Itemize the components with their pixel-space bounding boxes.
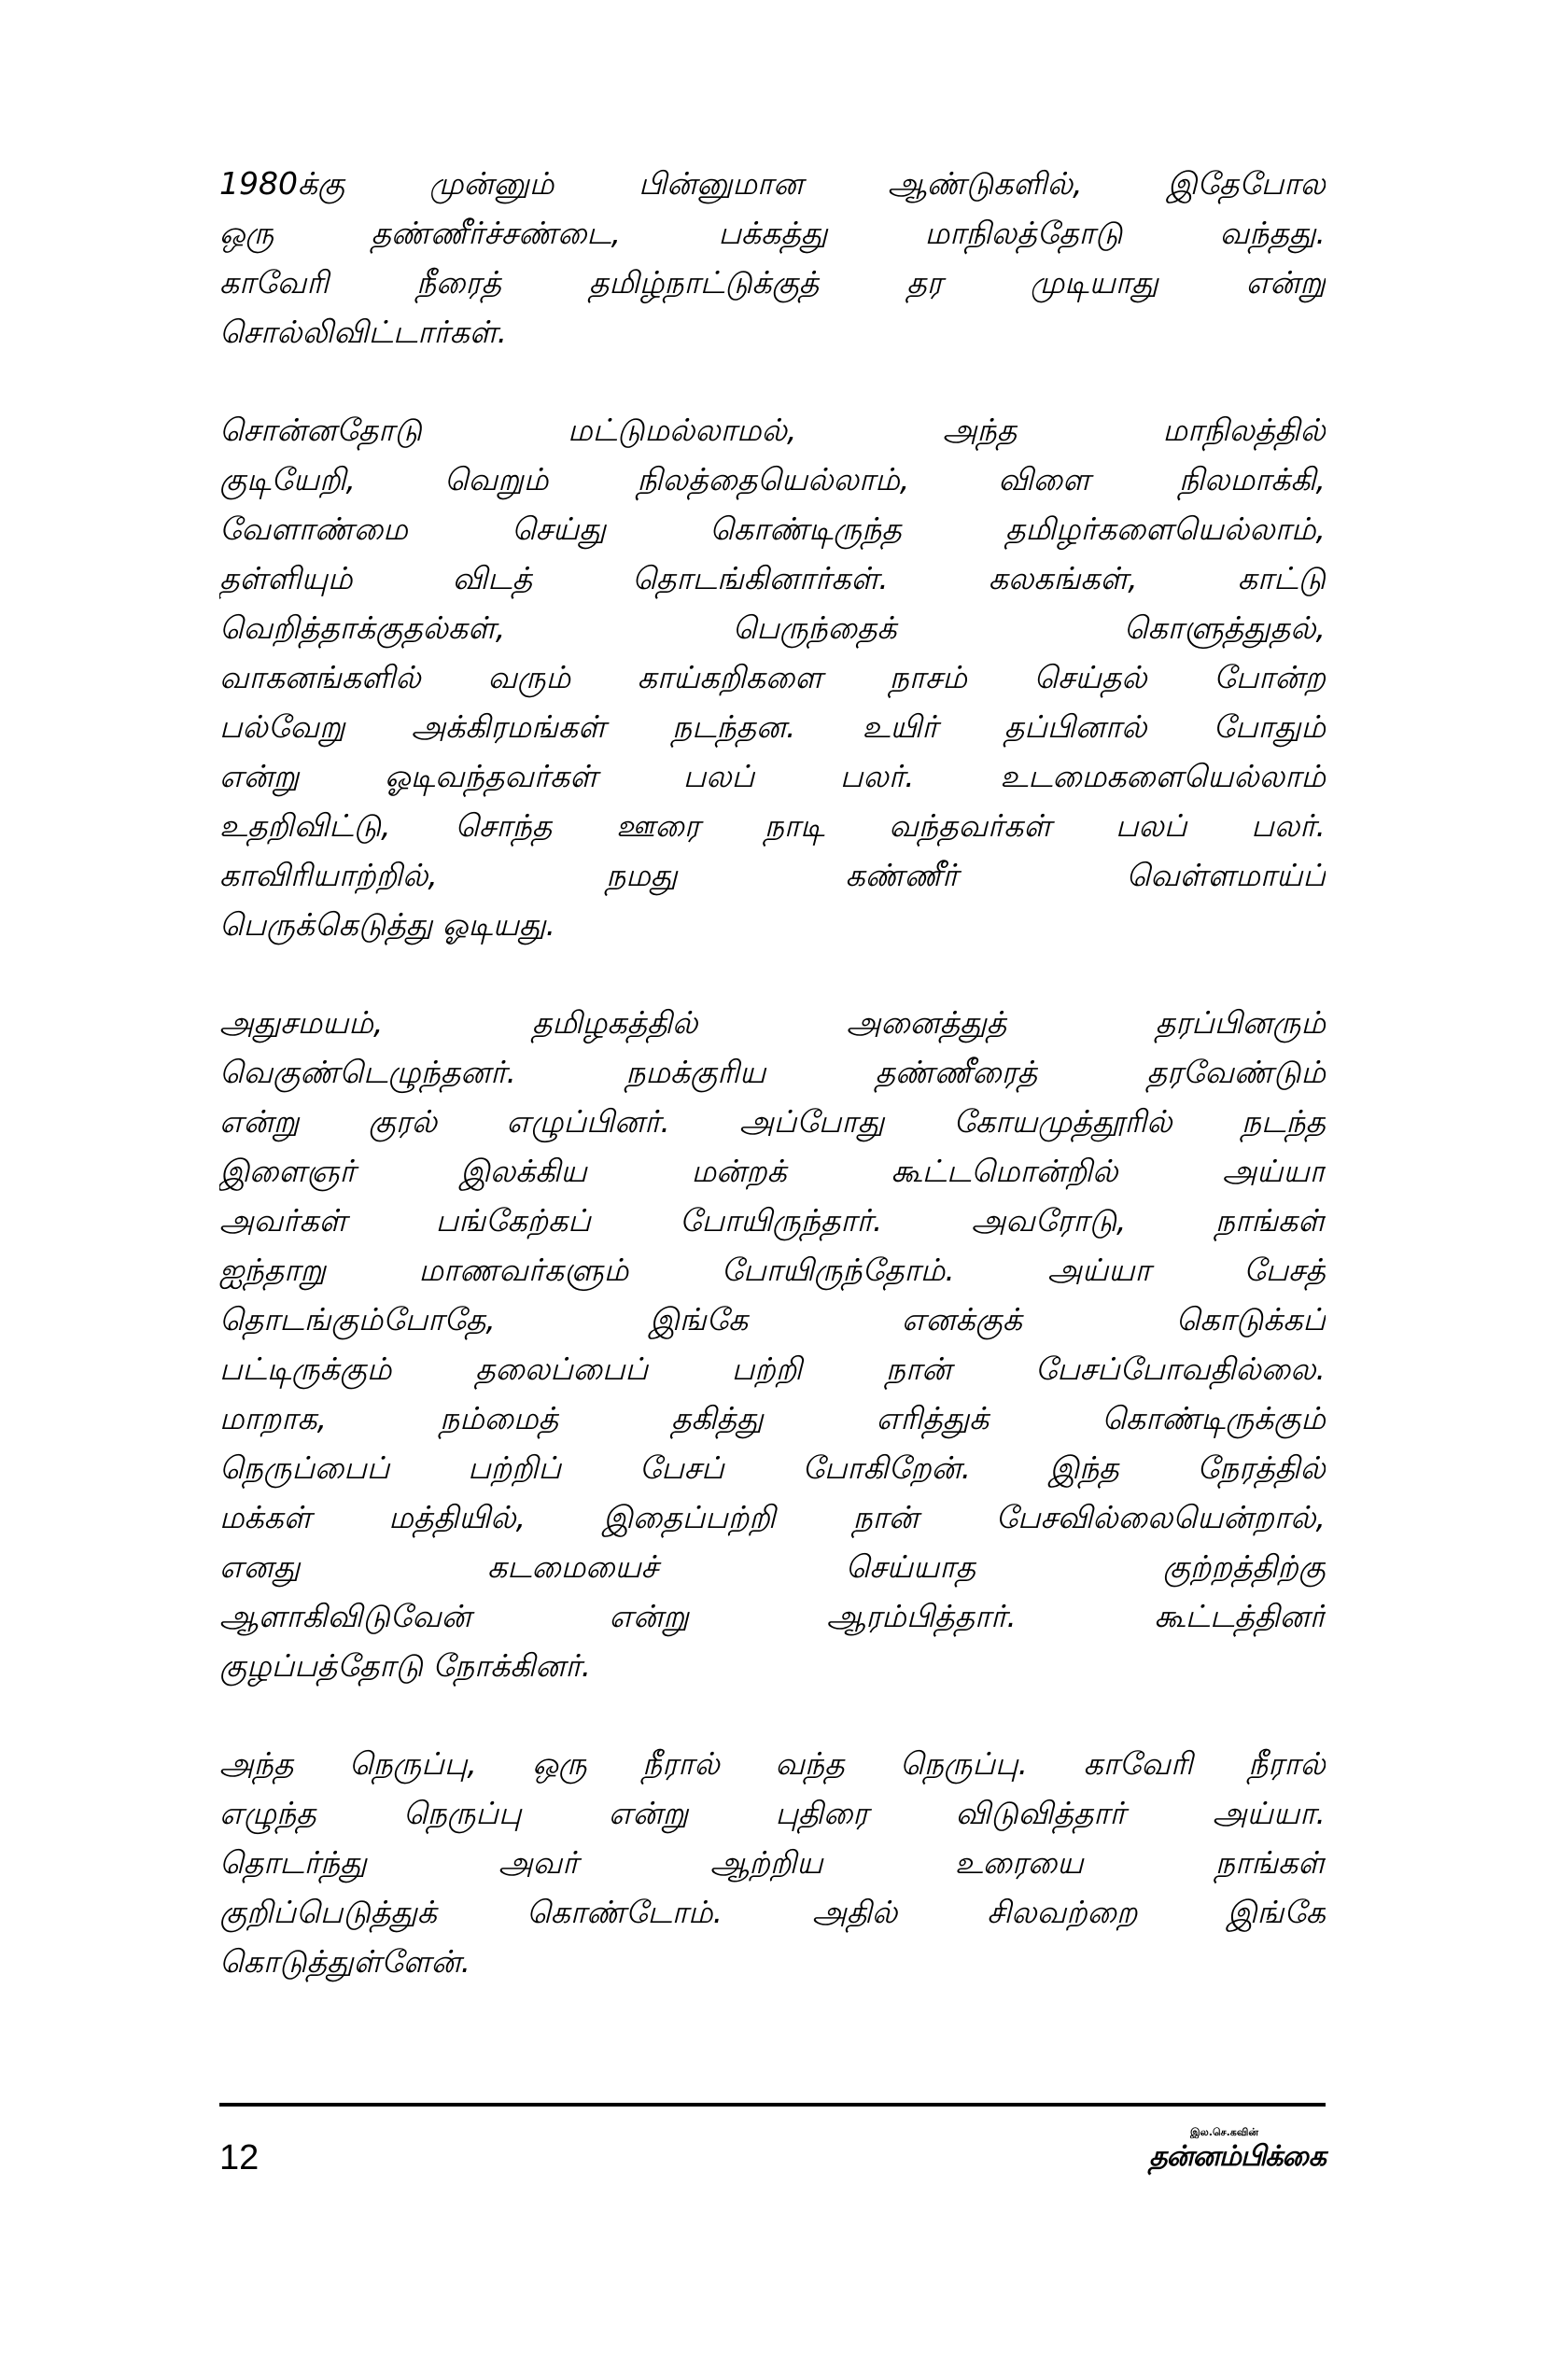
text-line: இளைஞர் இலக்கிய மன்றக் கூட்டமொன்றில் அய்யா: [219, 1153, 1326, 1189]
text-line: அவர்கள் பங்கேற்கப் போயிருந்தார். அவரோடு, நாங்கள்: [219, 1202, 1326, 1239]
page-body-text: [219, 159, 1326, 2035]
text-line: பல்வேறு அக்கிரமங்கள் நடந்தன. உயிர் தப்பினால் போதும்: [219, 708, 1326, 745]
text-line: வெகுண்டெழுந்தனர். நமக்குரிய தண்ணீரைத் தரவேண்டும்: [219, 1054, 1326, 1090]
page-number: 12: [219, 2138, 260, 2177]
footer-logo-title: தன்னம்பிக்கை: [1149, 2140, 1326, 2173]
text-line: ஆளாகிவிடுவேன் என்று ஆரம்பித்தார். கூட்டத்தினர்: [219, 1598, 1326, 1634]
footer-logo-author: இல.செ.கவின்: [1189, 2126, 1258, 2138]
text-line: குழப்பத்தோடு நோக்கினர்.: [219, 1647, 592, 1684]
paragraph-3: [219, 998, 1326, 1690]
text-line: உதறிவிட்டு, சொந்த ஊரை நாடி வந்தவர்கள் பலப் பலர்.: [219, 807, 1326, 844]
text-line: எழுந்த நெருப்பு என்று புதிரை விடுவித்தார் அய்யா.: [219, 1795, 1326, 1831]
text-line: வாகனங்களில் வரும் காய்கறிகளை நாசம் செய்தல் போன்ற: [219, 659, 1326, 695]
text-line: 1980க்கு முன்னும் பின்னுமான ஆண்டுகளில், இதேபோல: [219, 165, 1326, 202]
text-line: எனது கடமையைச் செய்யாத குற்றத்திற்கு: [219, 1548, 1326, 1585]
text-line: குறிப்பெடுத்துக் கொண்டோம். அதில் சிலவற்றை இங்கே: [219, 1894, 1326, 1930]
text-line: அதுசமயம், தமிழகத்தில் அனைத்துத் தரப்பினரும்: [219, 1004, 1326, 1041]
text-line: மக்கள் மத்தியில், இதைப்பற்றி நான் பேசவில்லையென்றால்,: [219, 1499, 1326, 1535]
paragraph-2: [219, 405, 1326, 949]
text-line: சொன்னதோடு மட்டுமல்லாமல், அந்த மாநிலத்தில்: [219, 412, 1326, 448]
text-line: நெருப்பைப் பற்றிப் பேசப் போகிறேன். இந்த நேரத்தில்: [219, 1449, 1326, 1486]
text-line: என்று ஓடிவந்தவர்கள் பலப் பலர். உடமைகளையெல்லாம்: [219, 758, 1326, 794]
text-line: சொல்லிவிட்டார்கள்.: [219, 314, 508, 350]
text-line: தள்ளியும் விடத் தொடங்கினார்கள். கலகங்கள், காட்டு: [219, 560, 1326, 596]
paragraph-1: [219, 159, 1326, 357]
text-line: ஒரு தண்ணீர்ச்சண்டை, பக்கத்து மாநிலத்தோடு வந்தது.: [219, 215, 1326, 251]
text-line: மாறாக, நம்மைத் தகித்து எரித்துக் கொண்டிருக்கும்: [219, 1400, 1326, 1436]
text-line: வெறித்தாக்குதல்கள், பெருந்தைக் கொளுத்துதல்,: [219, 609, 1326, 646]
text-line: தொடர்ந்து அவர் ஆற்றிய உரையை நாங்கள்: [219, 1844, 1326, 1881]
text-line: அந்த நெருப்பு, ஒரு நீரால் வந்த நெருப்பு. காவேரி நீரால்: [219, 1745, 1326, 1782]
footer-logo: [1092, 2126, 1326, 2175]
text-line: தொடங்கும்போதே, இங்கே எனக்குக் கொடுக்கப்: [219, 1301, 1326, 1337]
paragraph-4: [219, 1739, 1326, 1986]
text-line: ஐந்தாறு மாணவர்களும் போயிருந்தோம். அய்யா பேசத்: [219, 1252, 1326, 1288]
text-line: குடியேறி, வெறும் நிலத்தையெல்லாம், விளை நிலமாக்கி,: [219, 461, 1326, 497]
text-line: வேளாண்மை செய்து கொண்டிருந்த தமிழர்களையெல்லாம்,: [219, 511, 1326, 547]
text-line: கொடுத்துள்ளேன்.: [219, 1943, 471, 1980]
text-line: என்று குரல் எழுப்பினர். அப்போது கோயமுத்தூரில் நடந்த: [219, 1103, 1326, 1140]
text-line: பட்டிருக்கும் தலைப்பைப் பற்றி நான் பேசப்போவதில்லை.: [219, 1351, 1326, 1387]
text-line: பெருக்கெடுத்து ஓடியது.: [219, 906, 556, 943]
text-line: காவேரி நீரைத் தமிழ்நாட்டுக்குத் தர முடியாது என்று: [219, 264, 1326, 301]
text-line: காவிரியாற்றில், நமது கண்ணீர் வெள்ளமாய்ப்: [219, 857, 1326, 893]
footer-divider: [219, 2103, 1326, 2107]
